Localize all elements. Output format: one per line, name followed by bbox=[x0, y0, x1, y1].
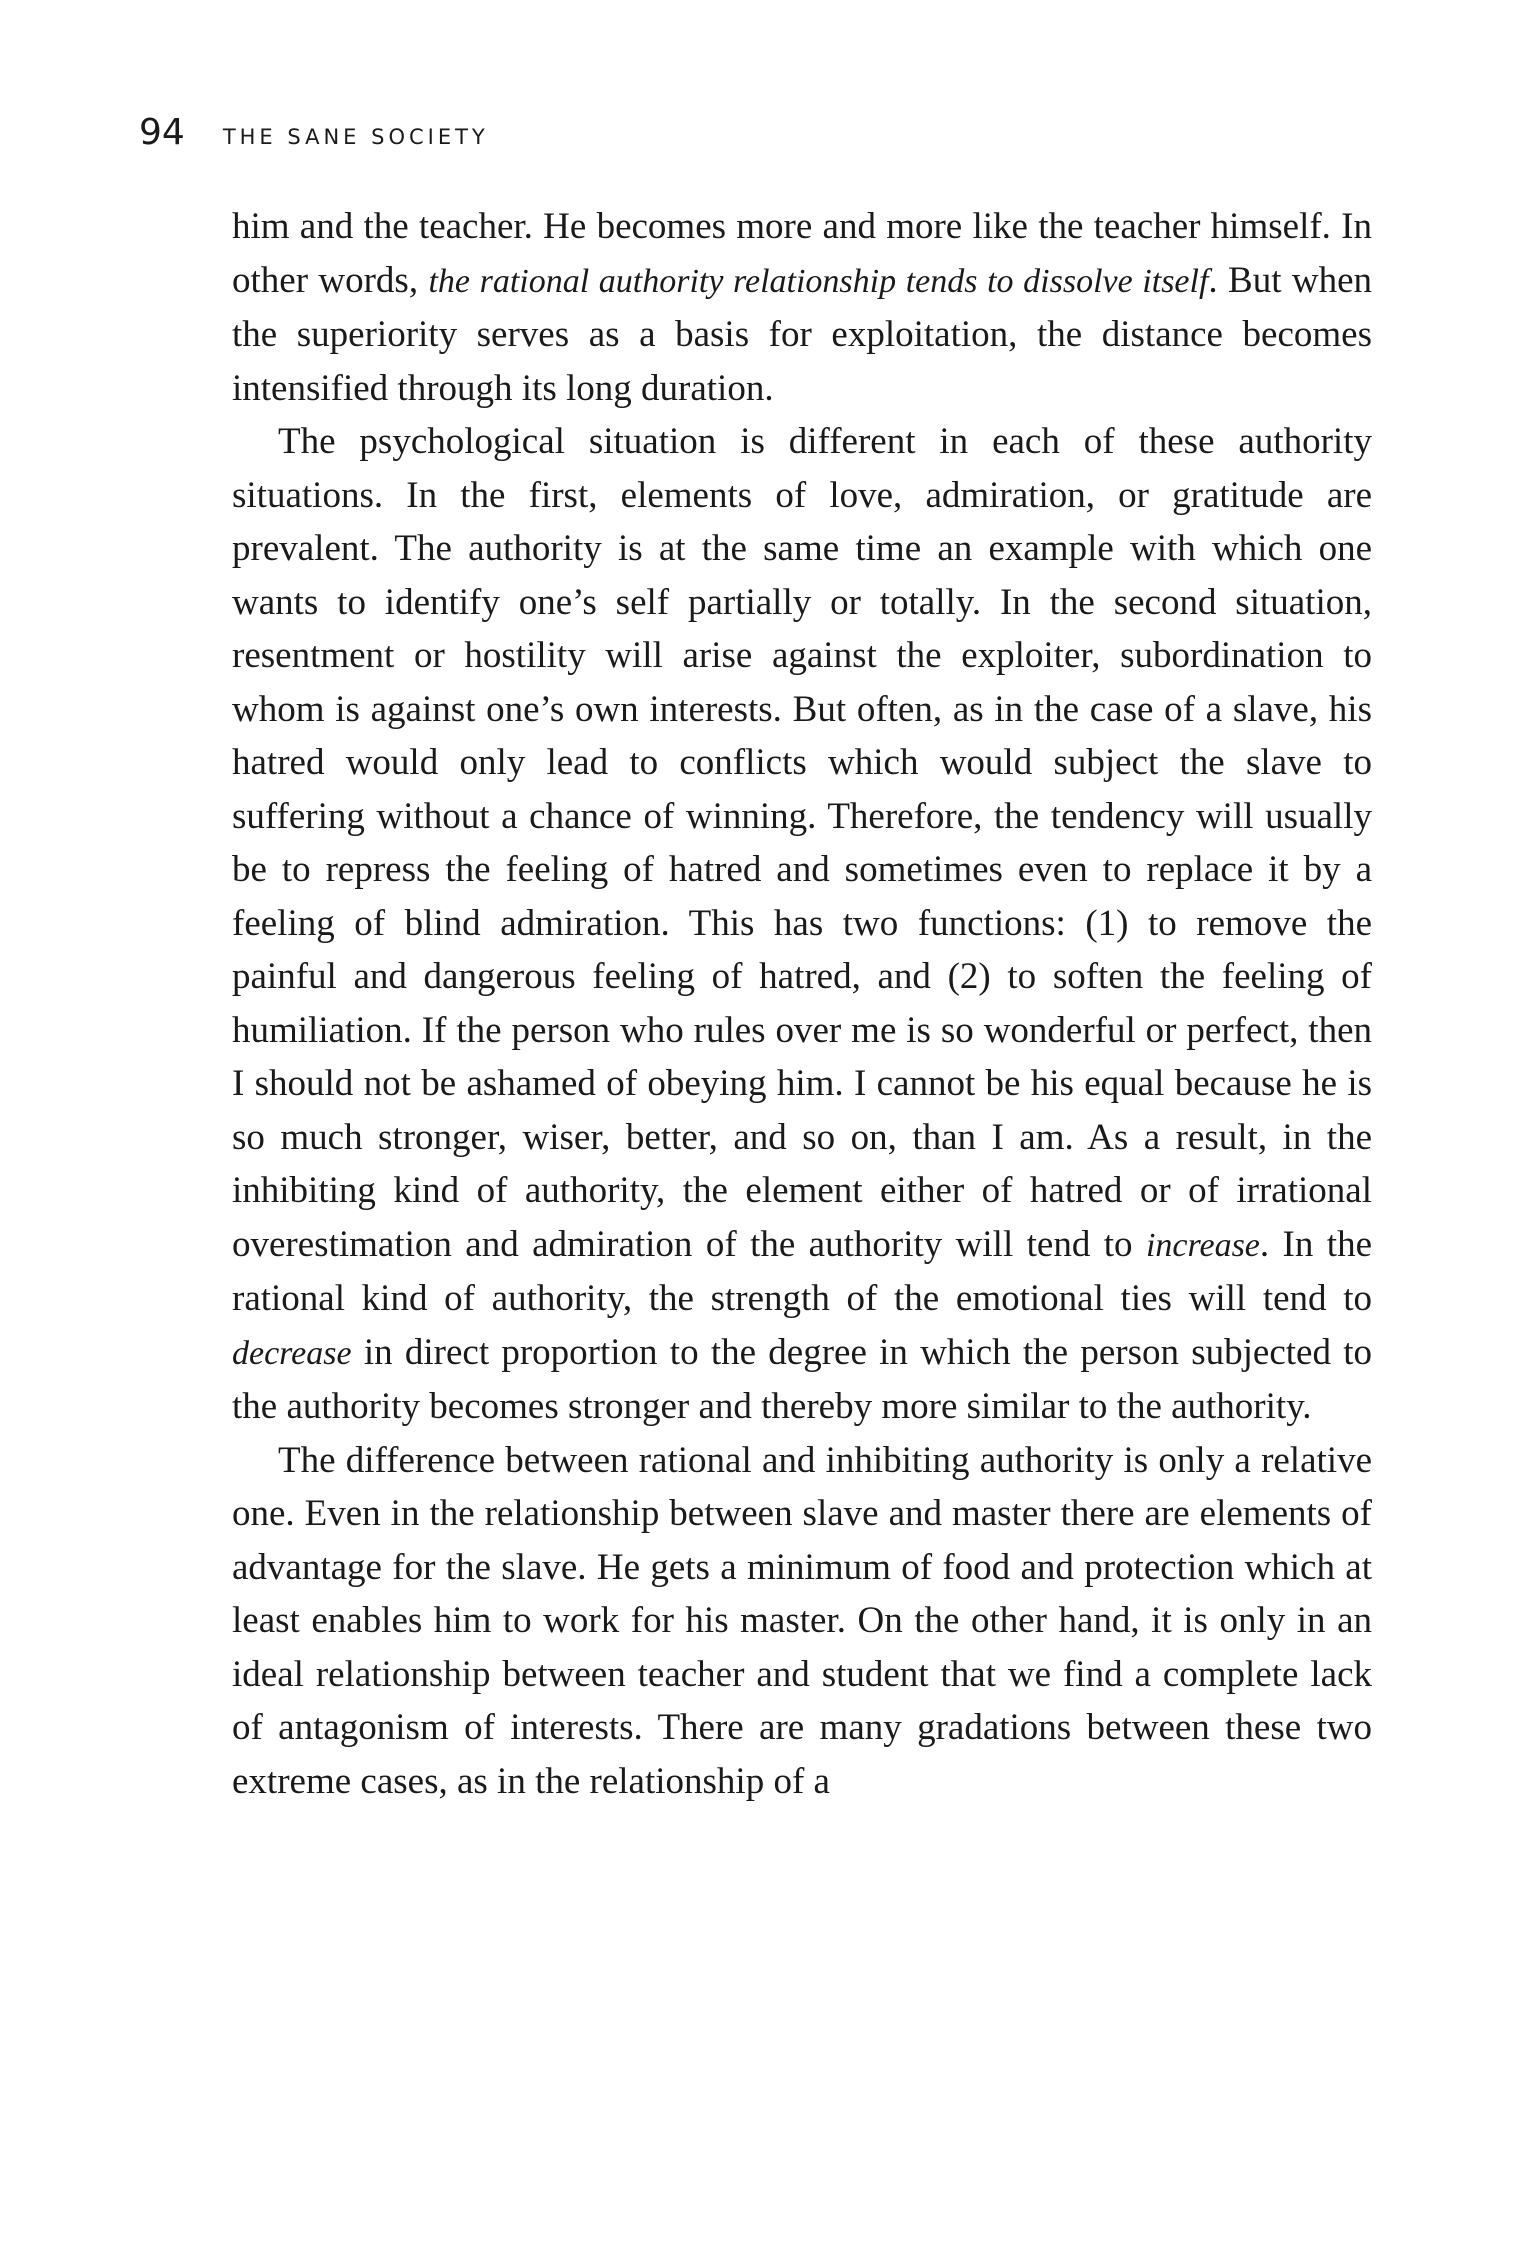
running-head bbox=[139, 112, 489, 162]
text-segment: in direct proportion to the degree in which the person subjected to the authority becomes stronger and thereby more similar to the authority. bbox=[232, 1331, 1372, 1427]
text-segment: The difference between rational and inhibiting authority is only a relative one. Even in the relationship between slave and master there are elements of advantage for the slave. He gets a minimum of food and protection which at least enables him to work for his master. On the other hand, it is only in an ideal relationship between teacher and student that we find a complete lack of antagonism of interests. There are many gradations between these two extreme cases, as in the relationship of a bbox=[232, 1439, 1372, 1802]
paragraph-1 bbox=[232, 200, 1372, 415]
paragraph-2 bbox=[232, 415, 1372, 1434]
text-segment: . But when the superiority serves as a basis for exploitation, the distance becomes intensified through its long duration. bbox=[232, 259, 1372, 409]
italic-word-decrease: decrease bbox=[232, 1334, 352, 1372]
body-text bbox=[232, 200, 1372, 1808]
italic-phrase: the rational authority relationship tends to dissolve itself bbox=[428, 262, 1209, 300]
italic-word-increase: increase bbox=[1145, 1226, 1260, 1264]
page-number: 94 bbox=[139, 112, 185, 153]
text-segment: The psychological situation is different in each of these authority situations. In the first, elements of love, admiration, or gratitude are prevalent. The authority is at the same time an example with which one wants to identify one’s self partially or totally. In the second situation, resentment or hostility will arise against the exploiter, subordination to whom is against one’s own interests. But often, as in the case of a slave, his hatred would only lead to conflicts which would subject the slave to suffering without a chance of winning. Therefore, the tendency will usually be to repress the feeling of hatred and sometimes even to replace it by a feeling of blind admiration. This has two functions: (1) to remove the painful and dangerous feeling of hatred, and (2) to soften the feeling of humiliation. If the person who rules over me is so wonderful or perfect, then I should not be ashamed of obeying him. I cannot be his equal because he is so much stronger, wiser, better, and so on, than I am. As a result, in the inhibiting kind of authority, the element either of hatred or of irrational overestimation and admiration of the authority will tend to bbox=[232, 421, 1372, 1265]
text-segment: him and the teacher. He becomes more and more like the teacher himself. In other words, bbox=[232, 206, 1372, 301]
running-title: THE SANE SOCIETY bbox=[222, 125, 489, 149]
paragraph-3 bbox=[232, 1434, 1372, 1809]
text-segment: . In the rational kind of authority, the strength of the emotional ties will tend to bbox=[232, 1223, 1372, 1319]
